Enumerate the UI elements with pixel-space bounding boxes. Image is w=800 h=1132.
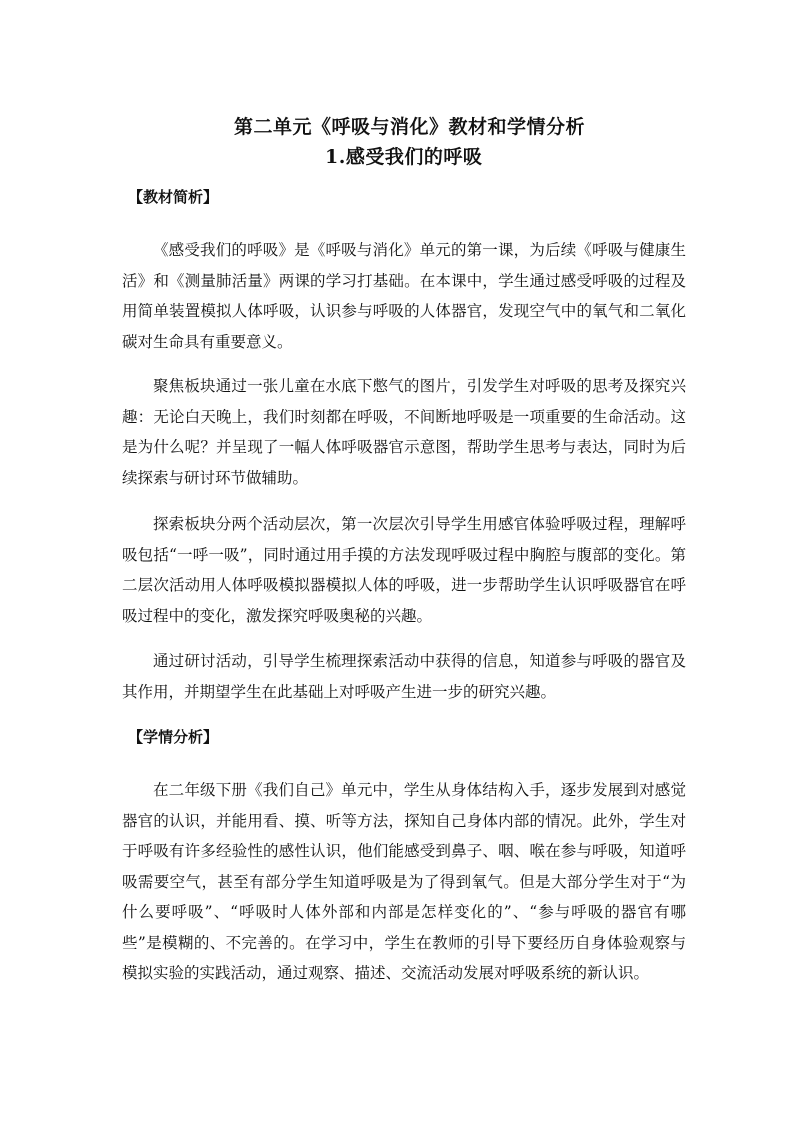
- paragraph-textbook-4: 通过研讨活动，引导学生梳理探索活动中获得的信息，知道参与呼吸的器官及其作用，并期望学生在此基础上对呼吸产生进一步的研究兴趣。: [122, 652, 686, 701]
- paragraph-textbook-1: 《感受我们的呼吸》是《呼吸与消化》单元的第一课，为后续《呼吸与健康生活》和《测量肺活量》两课的学习打基础。在本课中，学生通过感受呼吸的过程及用简单装置模拟人体呼吸，认识参与呼吸的人体器官，发现空气中的氧气和二氧化碳对生命具有重要意义。: [122, 241, 686, 351]
- lesson-title: 1.感受我们的呼吸: [325, 146, 483, 168]
- paragraph-students-1: 在二年级下册《我们自己》单元中，学生从身体结构入手，逐步发展到对感觉器官的认识，并能用看、摸、听等方法，探知自己身体内部的情况。此外，学生对于呼吸有许多经验性的感性认识，他们能感受到鼻子、咽、喉在参与呼吸，知道呼吸需要空气，甚至有部分学生知道呼吸是为了得到氧气。但是大部分学生对于“为什么要呼吸”、“呼吸时人体外部和内部是怎样变化的”、“参与呼吸的器官有哪些”是模糊的、不完善的。在学习中，学生在教师的引导下要经历自身体验观察与模拟实验的实践活动，通过观察、描述、交流活动发展对呼吸系统的新认识。: [122, 781, 686, 982]
- section-heading-students: 【学情分析】: [128, 728, 219, 746]
- document-title: 第二单元《呼吸与消化》教材和学情分析: [234, 116, 586, 138]
- paragraph-textbook-3: 探索板块分两个活动层次，第一次层次引导学生用感官体验呼吸过程，理解呼吸包括“一呼一吸”，同时通过用手摸的方法发现呼吸过程中胸腔与腹部的变化。第二层次活动用人体呼吸模拟器模拟人体的呼吸，进一步帮助学生认识呼吸器官在呼吸过程中的变化，激发探究呼吸奥秘的兴趣。: [122, 515, 686, 625]
- paragraph-textbook-2: 聚焦板块通过一张儿童在水底下憋气的图片，引发学生对呼吸的思考及探究兴趣：无论白天晚上，我们时刻都在呼吸，不间断地呼吸是一项重要的生命活动。这是为什么呢？并呈现了一幅人体呼吸器官示意图，帮助学生思考与表达，同时为后续探索与研讨环节做辅助。: [122, 377, 686, 487]
- section-heading-textbook: 【教材简析】: [128, 188, 219, 206]
